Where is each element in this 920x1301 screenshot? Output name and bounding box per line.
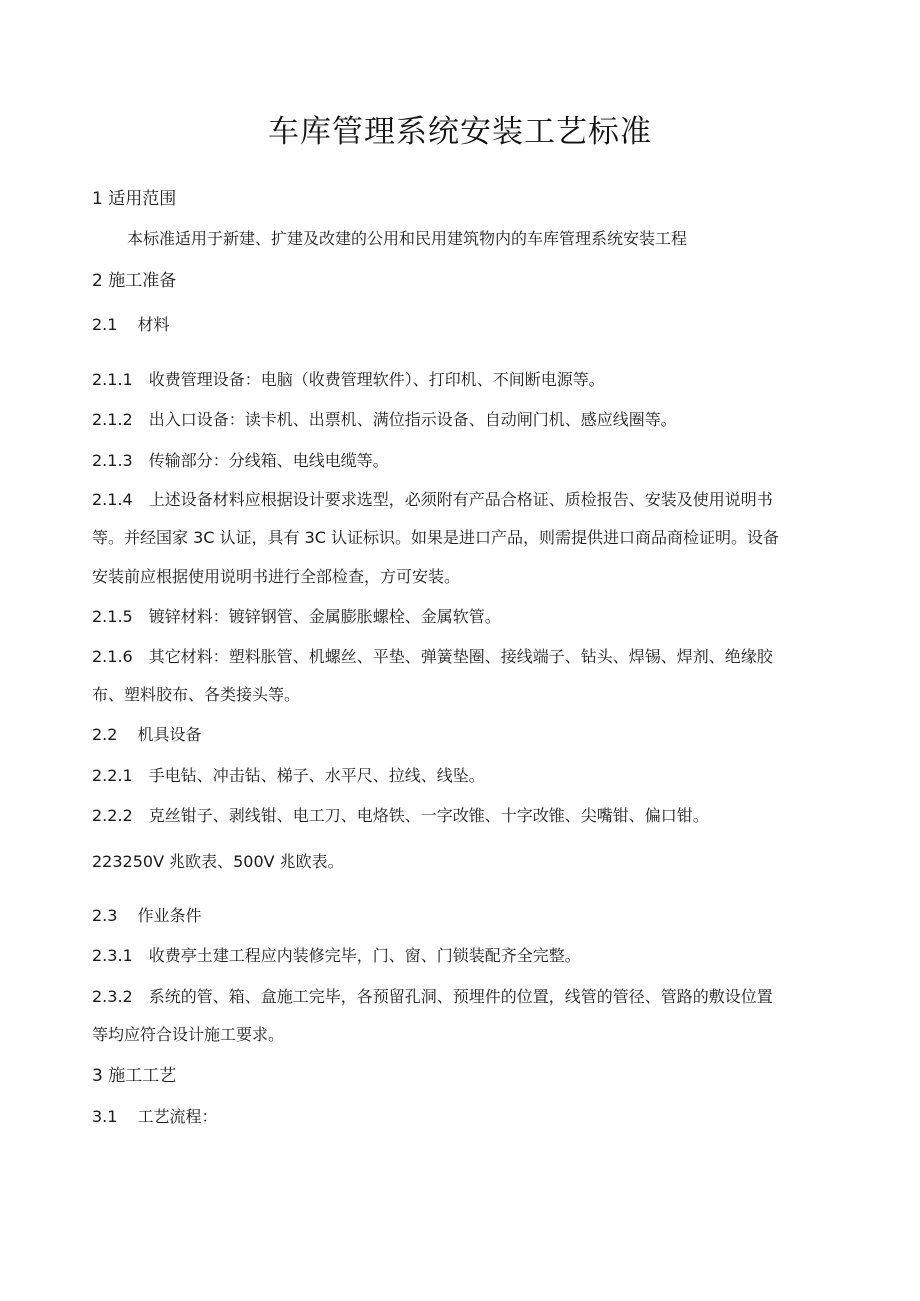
item-text: 手电钻、冲击钻、梯子、水平尺、拉线、线坠。 — [148, 766, 485, 785]
item-2-1-2 — [92, 407, 677, 430]
item-number: 2.1.2 — [92, 410, 133, 429]
item-2-3-2 — [92, 984, 773, 1007]
item-2-1-1 — [92, 367, 605, 390]
item-text: 收费管理设备：电脑（收费管理软件）、打印机、不间断电源等。 — [148, 370, 605, 389]
document-title: 车库管理系统安装工艺标准 — [268, 114, 652, 150]
subsection-number: 2.3 — [92, 906, 118, 925]
section-heading-1: 1 适用范围 — [92, 189, 177, 209]
item-text: 克丝钳子、剥线钳、电工刀、电烙铁、一字改锥、十字改锥、尖嘴钳、偏口钳。 — [148, 806, 709, 825]
section-heading-3: 3 施工工艺 — [92, 1066, 177, 1086]
item-number: 2.1.5 — [92, 607, 133, 626]
subsection-number: 2.1 — [92, 315, 118, 334]
item-number: 2.3.1 — [92, 946, 133, 965]
item-2-1-4-continued: 安装前应根据使用说明书进行全部检查，方可安装。 — [92, 567, 461, 586]
item-2-3-1 — [92, 943, 581, 966]
item-2-2-1 — [92, 763, 485, 786]
item-number: 2.1.3 — [92, 451, 133, 470]
item-2-1-6 — [92, 644, 773, 667]
item-text: 其它材料：塑料胀管、机螺丝、平垫、弹簧垫圈、接线端子、钻头、焊锡、焊剂、绝缘胶 — [148, 647, 773, 666]
subsection-3-1 — [92, 1104, 217, 1127]
item-number: 2.2.1 — [92, 766, 133, 785]
item-2-3-2-continued: 等均应符合设计施工要求。 — [92, 1025, 285, 1044]
section-heading-2: 2 施工准备 — [92, 271, 177, 291]
item-text: 系统的管、箱、盒施工完毕，各预留孔洞、预埋件的位置，线管的管径、管路的敷设位置 — [148, 987, 773, 1006]
item-number: 2.1.1 — [92, 370, 133, 389]
subsection-number: 3.1 — [92, 1107, 118, 1126]
item-2-1-3 — [92, 448, 389, 471]
subsection-2-1 — [92, 312, 169, 335]
item-text: 出入口设备：读卡机、出票机、满位指示设备、自动闸门机、感应线圈等。 — [148, 410, 677, 429]
subsection-2-3 — [92, 903, 201, 926]
item-2-1-6-continued: 布、塑料胶布、各类接头等。 — [92, 685, 301, 704]
item-number: 2.3.2 — [92, 987, 133, 1006]
item-number: 2.1.4 — [92, 490, 133, 509]
subsection-title: 工艺流程： — [137, 1107, 218, 1126]
item-2-1-5 — [92, 604, 501, 627]
item-text: 镀锌材料：镀锌钢管、金属膨胀螺栓、金属软管。 — [148, 607, 501, 626]
subsection-2-2 — [92, 722, 201, 745]
item-2-1-4-continued: 等。并经国家 3C 认证，具有 3C 认证标识。如果是进口产品，则需提供进口商品商检证明。设备 — [92, 528, 780, 547]
item-2-1-4 — [92, 487, 773, 510]
subsection-number: 2.2 — [92, 725, 118, 744]
item-text: 上述设备材料应根据设计要求选型，必须附有产品合格证、质检报告、安装及使用说明书 — [148, 490, 773, 509]
section-1-body: 本标准适用于新建、扩建及改建的公用和民用建筑物内的车库管理系统安装工程 — [127, 229, 688, 248]
item-number: 2.1.6 — [92, 647, 133, 666]
item-text: 收费亭土建工程应内装修完毕，门、窗、门锁装配齐全完整。 — [148, 946, 581, 965]
item-2-2-3: 223250V 兆欧表、500V 兆欧表。 — [92, 852, 344, 871]
item-2-2-2 — [92, 803, 709, 826]
subsection-title: 材料 — [137, 315, 170, 334]
subsection-title: 作业条件 — [137, 906, 202, 925]
subsection-title: 机具设备 — [137, 725, 202, 744]
item-number: 2.2.2 — [92, 806, 133, 825]
item-text: 传输部分：分线箱、电线电缆等。 — [148, 451, 389, 470]
